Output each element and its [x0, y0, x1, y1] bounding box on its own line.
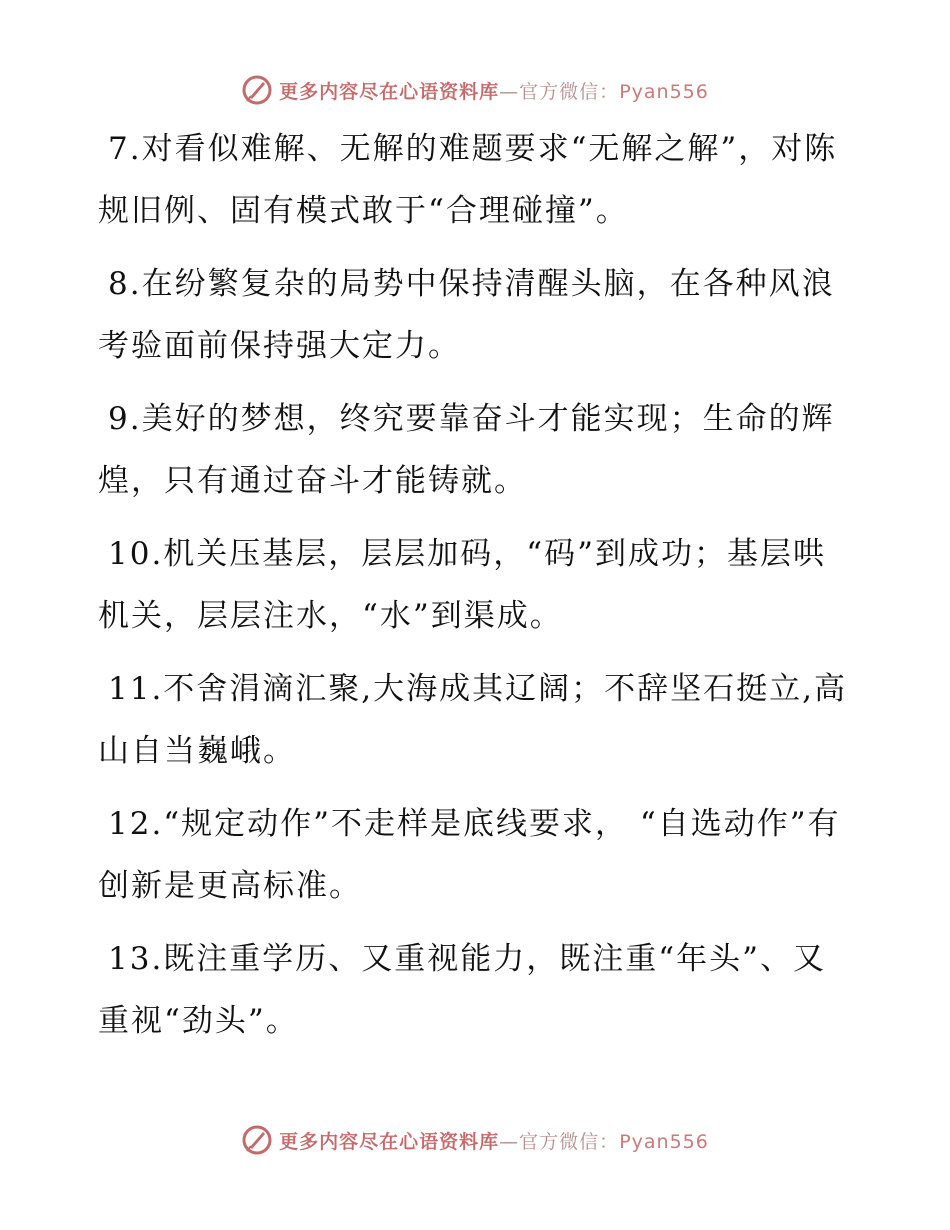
header-watermark-banner: [0, 70, 950, 110]
watermark-wechat-label: 官方微信：: [519, 80, 620, 103]
paragraph-item-10: 10.机关压基层，层层加码，“码”到成功；基层哄机关，层层注水，“水”到渠成。: [98, 536, 826, 634]
watermark-dash: —: [499, 80, 520, 103]
footer-watermark-banner: [0, 1120, 950, 1160]
watermark-dash: —: [499, 1130, 520, 1153]
paragraph-item-7: 7.对看似难解、无解的难题要求“无解之解”，对陈规旧例、固有模式敢于“合理碰撞”。: [98, 131, 838, 229]
paragraph-item-13: 13.既注重学历、又重视能力，既注重“年头”、又重视“劲头”。: [98, 941, 826, 1039]
watermark-text: [279, 1127, 709, 1154]
quill-pen-logo-icon: [241, 1124, 273, 1156]
paragraph-item-11: 11.不舍涓滴汇聚,大海成其辽阔；不辞坚石挺立,高山自当巍峨。: [98, 671, 848, 769]
watermark-wechat-id: Pyan556: [619, 1130, 709, 1153]
document-body: [98, 118, 858, 1063]
watermark-site-text: 更多内容尽在心语资料库: [279, 80, 500, 103]
paragraph-item-8: 8.在纷繁复杂的局势中保持清醒头脑，在各种风浪考验面前保持强大定力。: [98, 266, 835, 364]
watermark-wechat-label: 官方微信：: [519, 1130, 620, 1153]
paragraph-item-12: 12.“规定动作”不走样是底线要求， “自选动作”有创新是更高标准。: [98, 806, 841, 904]
watermark-text: [279, 77, 709, 104]
quill-pen-logo-icon: [241, 74, 273, 106]
paragraph-item-9: 9.美好的梦想，终究要靠奋斗才能实现；生命的辉煌，只有通过奋斗才能铸就。: [98, 401, 835, 499]
watermark-site-text: 更多内容尽在心语资料库: [279, 1130, 500, 1153]
watermark-wechat-id: Pyan556: [619, 80, 709, 103]
